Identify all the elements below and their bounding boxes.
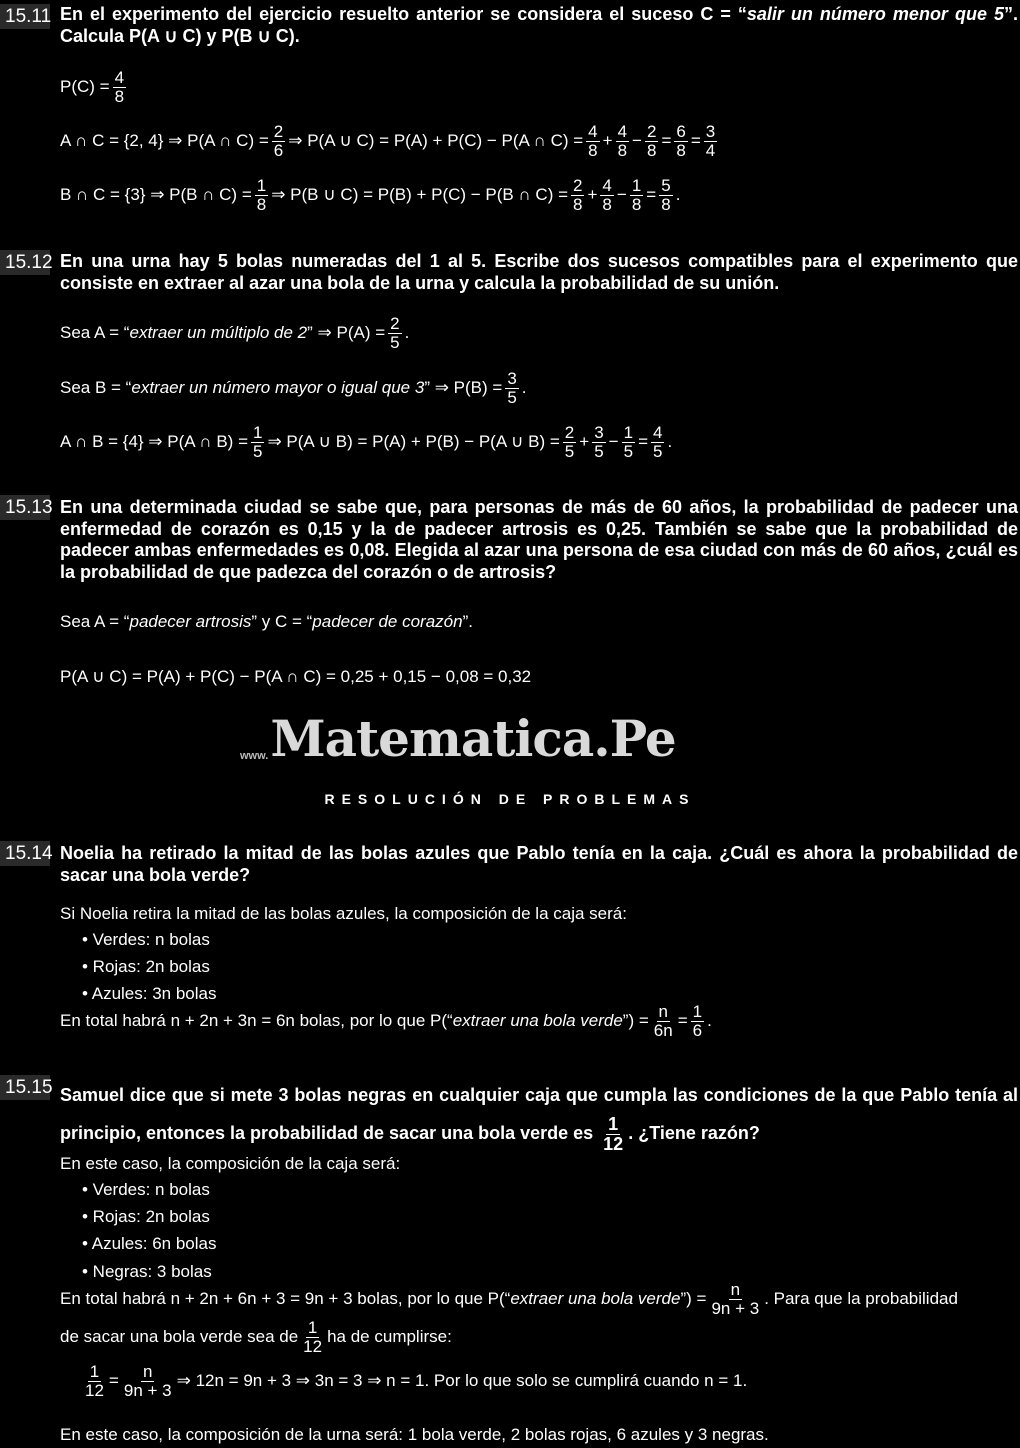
list-item: • Verdes: n bolas bbox=[82, 1180, 210, 1199]
problem-number: 15.15 bbox=[0, 1075, 50, 1100]
solution-line: Sea A = “ padecer artrosis ” y C = “ padecer de corazón ”. bbox=[60, 612, 473, 631]
solution-line: A ∩ B = {4} ⇒ P(A ∩ B) = $\frac{1}{5}$ ⇒ P(A ∪ B) = P(A) + P(B) − P(A ∪ B) = $\frac{2}{5}$ + $\frac{3}{5}$ − $\frac{1}{5}$ = $\frac{4}{5}$ . bbox=[60, 422, 673, 461]
solution-line: Si Noelia retira la mitad de las bolas azules, la composición de la caja será: bbox=[60, 904, 627, 923]
solution-line: $\frac{1}{12}$ = $\frac{n}{9n + 3}$ ⇒ 12n = 9n + 3 ⇒ 3n = 3 ⇒ n = 1. Por lo que solo se cumplirá cuando n = 1. bbox=[85, 1361, 748, 1400]
section-heading: RESOLUCIÓN DE PROBLEMAS bbox=[324, 791, 696, 807]
solution-line: En este caso, la composición de la urna será: 1 bola verde, 2 bolas rojas, 6 azules y 3 negras. bbox=[60, 1425, 769, 1444]
solution-line: B ∩ C = {3} ⇒ P(B ∩ C) = $\frac{1}{8}$ ⇒ P(B ∪ C) = P(B) + P(C) − P(B ∩ C) = $\frac{2}{8}$ + $\frac{4}{8}$ − $\frac{1}{8}$ = $\frac{5}{8}$ . bbox=[60, 175, 681, 214]
problem-number: 15.12 bbox=[0, 250, 50, 275]
problem-statement: En el experimento del ejercicio resuelto anterior se considera el suceso C = “salir un número menor que 5”. Calcula P(A ∪ C) y P(B ∪ C). bbox=[60, 4, 1018, 46]
problem-number: 15.13 bbox=[0, 495, 50, 520]
solution-line: En este caso, la composición de la caja será: bbox=[60, 1154, 401, 1173]
solution-line: P(C) = $\frac{4}{8}$ bbox=[60, 67, 125, 106]
solution-line: En total habrá n + 2n + 6n + 3 = 9n + 3 bolas, por lo que P(“ extraer una bola verde ”) = $\frac{n}{9n + 3}$ . Para que la probabilidad bbox=[60, 1279, 958, 1318]
problem-number: 15.14 bbox=[0, 841, 50, 866]
list-item: • Azules: 3n bolas bbox=[82, 984, 217, 1003]
solution-line: de sacar una bola verde sea de $\frac{1}{12}$ ha de cumplirse: bbox=[60, 1317, 452, 1356]
list-item: • Azules: 6n bolas bbox=[82, 1234, 217, 1253]
solution-line: Sea A = “ extraer un múltiplo de 2 ” ⇒ P(A) = $\frac{2}{5}$ . bbox=[60, 313, 410, 352]
problem-statement: Noelia ha retirado la mitad de las bolas azules que Pablo tenía en la caja. ¿Cuál es ahora la probabilidad de sacar una bola verde? bbox=[60, 843, 1018, 885]
problem-statement: Samuel dice que si mete 3 bolas negras en cualquier caja que cumpla las condiciones de la que Pablo tenía al principio, entonces la probabilidad de sacar una bola verde es $\frac{1}{12}$ . ¿Tiene razón? bbox=[60, 1085, 1018, 1154]
problem-statement: En una urna hay 5 bolas numeradas del 1 al 5. Escribe dos sucesos compatibles para el experimento que consiste en extraer al azar una bola de la urna y calcula la probabilidad de su unión. bbox=[60, 251, 1018, 293]
problem-statement: En una determinada ciudad se sabe que, para personas de más de 60 años, la probabilidad de padecer una enfermedad de corazón es 0,15 y la de padecer artrosis es 0,25. También se sabe que la probabilidad de padecer ambas enfermedades es 0,08. Elegida al azar una persona de esa ciudad con más de 60 años, ¿cuál es la probabilidad de que padezca del corazón o de artrosis? bbox=[60, 497, 1018, 582]
site-logo: www. Matematica.Pe bbox=[240, 709, 676, 768]
list-item: • Rojas: 2n bolas bbox=[82, 1207, 210, 1226]
solution-line: En total habrá n + 2n + 3n = 6n bolas, por lo que P(“ extraer una bola verde ”) = $\frac{n}{6n}$ = $\frac{1}{6}$ . bbox=[60, 1001, 712, 1040]
list-item: • Verdes: n bolas bbox=[82, 930, 210, 949]
list-item: • Negras: 3 bolas bbox=[82, 1262, 212, 1281]
solution-line: Sea B = “ extraer un número mayor o igual que 3 ” ⇒ P(B) = $\frac{3}{5}$ . bbox=[60, 368, 527, 407]
solution-line: P(A ∪ C) = P(A) + P(C) − P(A ∩ C) = 0,25 + 0,15 − 0,08 = 0,32 bbox=[60, 667, 532, 686]
solution-line: A ∩ C = {2, 4} ⇒ P(A ∩ C) = $\frac{2}{6}$ ⇒ P(A ∪ C) = P(A) + P(C) − P(A ∩ C) = $\frac{4}{8}$ + $\frac{4}{8}$ − $\frac{2}{8}$ = $\frac{6}{8}$ = $\frac{3}{4}$ bbox=[60, 121, 716, 160]
problem-number: 15.11 bbox=[0, 4, 50, 29]
list-item: • Rojas: 2n bolas bbox=[82, 957, 210, 976]
